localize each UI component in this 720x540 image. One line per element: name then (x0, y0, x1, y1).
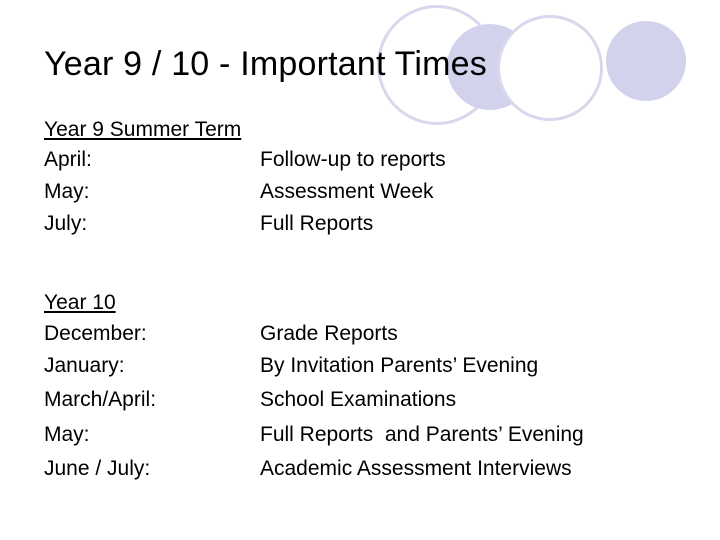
year10-heading: Year 10 (44, 291, 116, 314)
row-value: Full Reports (260, 212, 374, 235)
row-label: July: (44, 212, 88, 235)
year9-row-may (44, 180, 704, 208)
row-label: June / July: (44, 457, 151, 480)
row-label: May: (44, 180, 90, 203)
row-value: Grade Reports (260, 322, 398, 345)
row-value: Academic Assessment Interviews (260, 457, 572, 480)
year10-row-january (44, 354, 704, 382)
year10-row-may (44, 423, 704, 451)
row-label: May: (44, 423, 90, 446)
row-value: Full Reports and Parents’ Evening (260, 423, 584, 446)
year9-heading: Year 9 Summer Term (44, 118, 242, 141)
decorative-circle-filled (606, 21, 686, 101)
row-label: March/April: (44, 388, 157, 411)
decorative-circle-outline (497, 15, 603, 121)
slide-title: Year 9 / 10 - Important Times (44, 45, 487, 83)
row-label: April: (44, 148, 92, 171)
year9-row-april (44, 148, 704, 176)
row-value: School Examinations (260, 388, 457, 411)
row-value: Follow-up to reports (260, 148, 446, 171)
row-value: Assessment Week (260, 180, 434, 203)
year10-row-march-april (44, 388, 704, 416)
year10-row-june-july (44, 457, 704, 485)
row-label: December: (44, 322, 147, 345)
year10-row-december (44, 322, 704, 350)
year9-row-july (44, 212, 704, 240)
row-label: January: (44, 354, 125, 377)
row-value: By Invitation Parents’ Evening (260, 354, 539, 377)
